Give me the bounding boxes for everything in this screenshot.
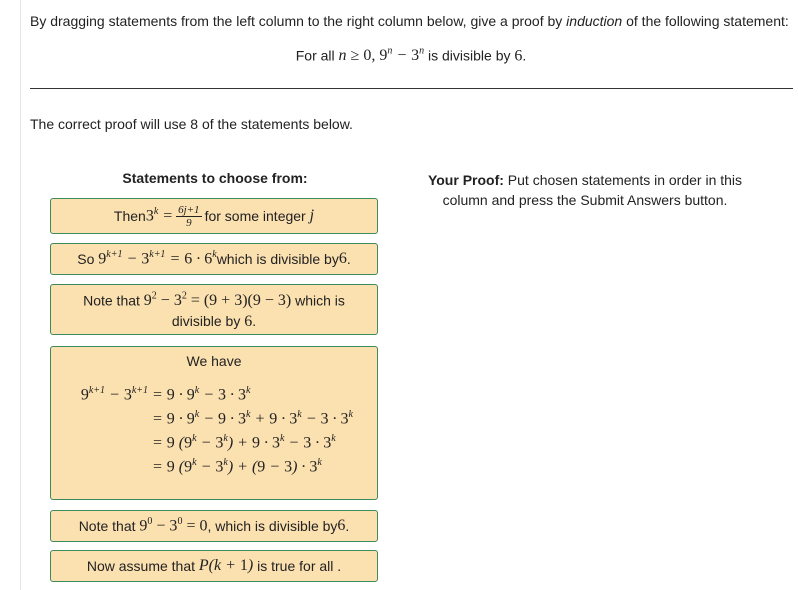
statement-card-then-3k[interactable]: Then $3^k$ = $\frac{6j+1}{9}$ for some integer j <box>50 198 378 234</box>
theorem-statement: For all n ≥ 0, $9^n - 3^n$ is divisible by 6. <box>295 46 527 65</box>
statement-card-now-assume[interactable]: Now assume that P(k + 1) is true for all . <box>50 550 378 582</box>
statement-card-so-9k1[interactable]: So $9^{k+1} - 3^{k+1} = 6 \cdot 6^k$ which is divisible by 6 . <box>50 243 378 275</box>
equation-block: $9^{k+1} - 3^{k+1}$ = $9 \cdot 9^k - 3 \cdot 3^k$ = $9 \cdot 9^k - 9 \cdot 3^k + 9 \cdot 3^k - 3 \cdot 3^k$ = 9 $(9^k - 3^k) + 9 \cdot 3^k - 3 \cdot 3^k$ = 9 $(9^k - 3^k) + (9 - 3) \cdot 3^k$ <box>80 385 353 476</box>
divider <box>30 88 793 89</box>
proof-column-heading: Your Proof: Put chosen statements in order in this column and press the Submit Answers button. <box>427 172 743 208</box>
choose-column-heading: Statements to choose from: <box>122 170 308 186</box>
statement-count-note: The correct proof will use 8 of the statements below. <box>30 116 353 132</box>
statement-card-note-9squared[interactable]: Note that $9^2 - 3^2 = (9 + 3)(9 - 3)$ which is divisible by 6. <box>50 284 378 335</box>
instructions: By dragging statements from the left column to the right column below, give a proof by induction of the following statement: <box>30 13 789 29</box>
induction-emphasis: induction <box>566 13 623 29</box>
theorem-condition: n ≥ 0, $9^n - 3^n$ <box>338 46 425 65</box>
statement-card-note-9zero[interactable]: Note that $9^0 - 3^0 = 0$ , which is divisible by 6 . <box>50 510 378 542</box>
page-left-border <box>20 0 21 590</box>
fraction: $\frac{6j+1}{9}$ <box>178 203 200 229</box>
statement-card-we-have[interactable]: We have $9^{k+1} - 3^{k+1}$ = $9 \cdot 9^k - 3 \cdot 3^k$ = $9 \cdot 9^k - 9 \cdot 3^k + 9 \cdot 3^k - 3 \cdot 3^k$ = 9 $(9^k - 3^k) + 9 \cdot 3^k - 3 \cdot 3^k$ = 9 $(9^k - 3^k) + (9 - 3) \cdot 3^k$ <box>50 346 378 500</box>
